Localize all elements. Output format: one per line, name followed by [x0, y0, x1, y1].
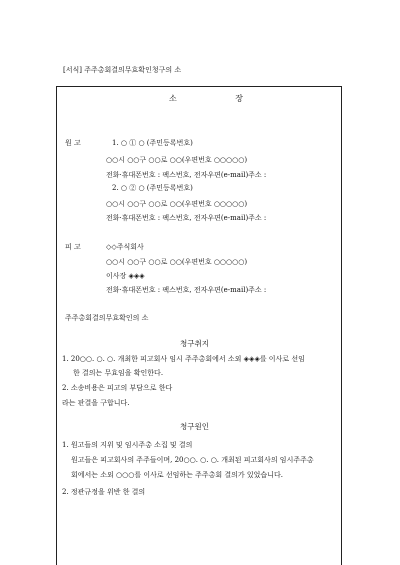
plaintiff-1-address: ○○시 ○○구 ○○로 ○○(우편번호 ○○○○○): [106, 156, 248, 164]
defendant-contact: 전화·휴대폰번호 : 팩스번호, 전자우편(e-mail)주소 :: [106, 286, 267, 294]
plaintiff-1-contact: 전화·휴대폰번호 : 팩스번호, 전자우편(e-mail)주소 :: [106, 171, 267, 179]
claim-item-2: 2. 소송비용은 피고의 부담으로 한다: [62, 384, 173, 392]
claim-closing: 라는 판결을 구합니다.: [62, 399, 130, 407]
defendant-address: ○○시 ○○구 ○○로 ○○(우편번호 ○○○○○): [106, 258, 248, 266]
form-caption: [서식] 주주총회결의무효확인청구의 소: [63, 66, 182, 74]
plaintiff-2-name: 2. ○ ② ○ (주민등록번호): [112, 184, 193, 192]
plaintiff-2-contact: 전화·휴대폰번호 : 팩스번호, 전자우편(e-mail)주소 :: [106, 214, 267, 222]
claim-item-1-cont: 한 결의는 무효임을 확인한다.: [73, 369, 164, 377]
cause-heading: 청구원인: [180, 422, 209, 431]
defendant-label: 피 고: [65, 243, 81, 251]
document-title: 소 장: [169, 94, 271, 103]
defendant-representative: 이사장 ◈◈◈: [106, 272, 145, 280]
case-name: 주주총회결의무효확인의 소: [65, 314, 149, 322]
claim-item-1: 1. 20○○. ○. ○. 개최한 피고회사 임시 주주총회에서 소외 ◈◈◈를 이사로 선임: [62, 355, 305, 363]
claim-heading: 청구취지: [180, 339, 209, 348]
cause-item-1-text: 원고들은 피고회사의 주주들이며, 20○○. ○. ○. 개최된 피고회사의 임시주주총: [71, 456, 314, 464]
plaintiff-label: 원 고: [65, 139, 81, 147]
cause-item-1-text-cont: 회에서는 소외 ○○○를 이사로 선임하는 주주총회 결의가 있었습니다.: [71, 471, 283, 479]
plaintiff-1-name: 1. ○ ① ○ (주민등록번호): [112, 139, 193, 147]
cause-item-1-title: 1. 원고들의 지위 및 임시주총 소집 및 결의: [62, 441, 193, 449]
defendant-name: ◇◇주식회사: [106, 243, 144, 251]
cause-item-2-title: 2. 정관규정을 위반 한 결의: [62, 488, 146, 496]
plaintiff-2-address: ○○시 ○○구 ○○로 ○○(우편번호 ○○○○○): [106, 200, 248, 208]
